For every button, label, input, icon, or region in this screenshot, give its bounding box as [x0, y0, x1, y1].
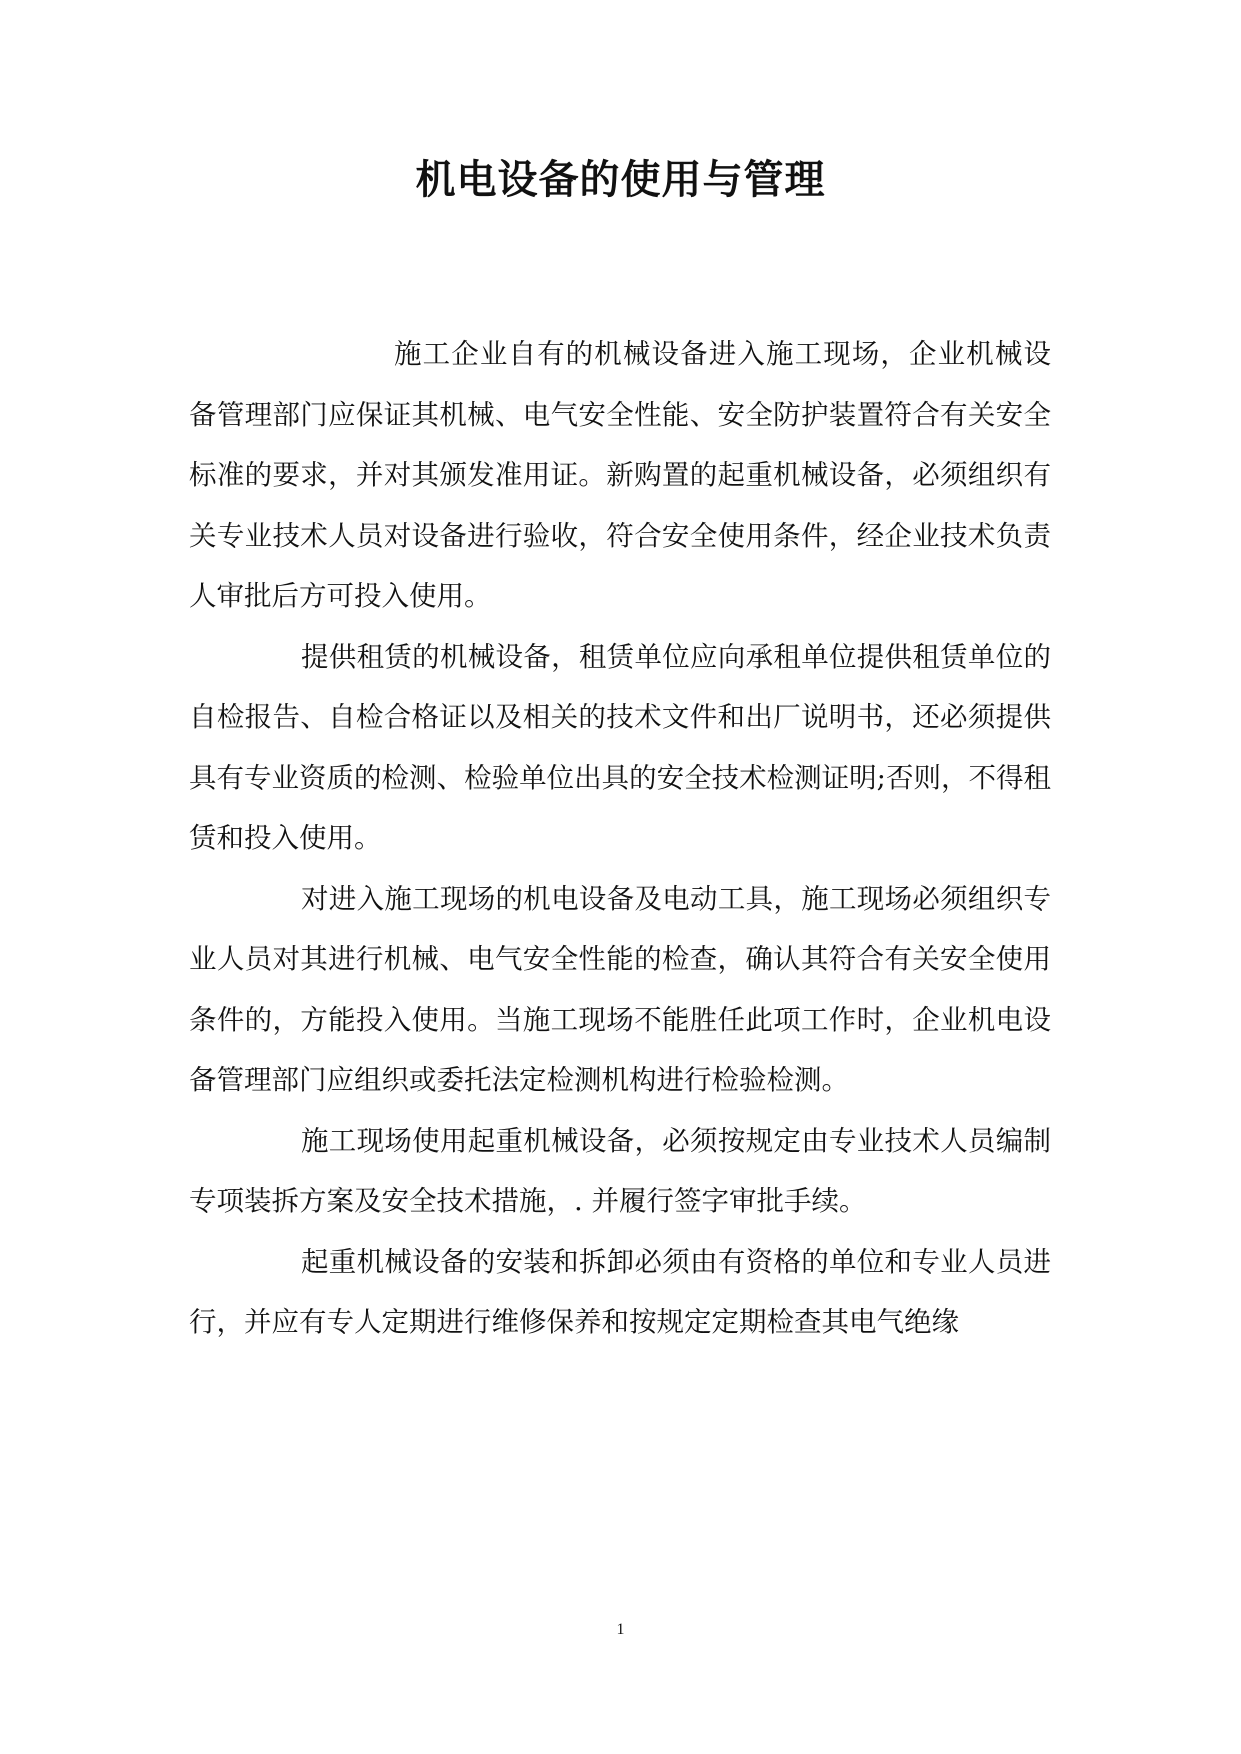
paragraph-leased-equipment: 提供租赁的机械设备，租赁单位应向承租单位提供租赁单位的自检报告、自检合格证以及相关的技术文件和出厂说明书，还必须提供具有专业资质的检测、检验单位出具的安全技术检测证明;否则，不得租赁和投入使用。	[189, 640, 1051, 854]
paragraph-lifting-plan: 施工现场使用起重机械设备，必须按规定由专业技术人员编制专项装拆方案及安全技术措施，. 并履行签字审批手续。	[189, 1124, 1051, 1217]
paragraph-self-owned-equipment: 施工企业自有的机械设备进入施工现场，企业机械设备管理部门应保证其机械、电气安全性能、安全防护装置符合有关安全标准的要求，并对其颁发准用证。新购置的起重机械设备，必须组织有关专业技术人员对设备进行验收，符合安全使用条件，经企业技术负责人审批后方可投入使用。	[189, 338, 1051, 612]
document-title: 机电设备的使用与管理	[415, 156, 826, 203]
document-body	[189, 324, 1051, 1353]
paragraph-onsite-inspection: 对进入施工现场的机电设备及电动工具，施工现场必须组织专业人员对其进行机械、电气安全性能的检查，确认其符合有关安全使用条件的，方能投入使用。当施工现场不能胜任此项工作时，企业机电设备管理部门应组织或委托法定检测机构进行检验检测。	[189, 882, 1051, 1096]
page-number: 1	[616, 1621, 625, 1638]
paragraph-installation-maintenance: 起重机械设备的安装和拆卸必须由有资格的单位和专业人员进行，并应有专人定期进行维修保养和按规定定期检查其电气绝缘	[189, 1245, 1051, 1338]
